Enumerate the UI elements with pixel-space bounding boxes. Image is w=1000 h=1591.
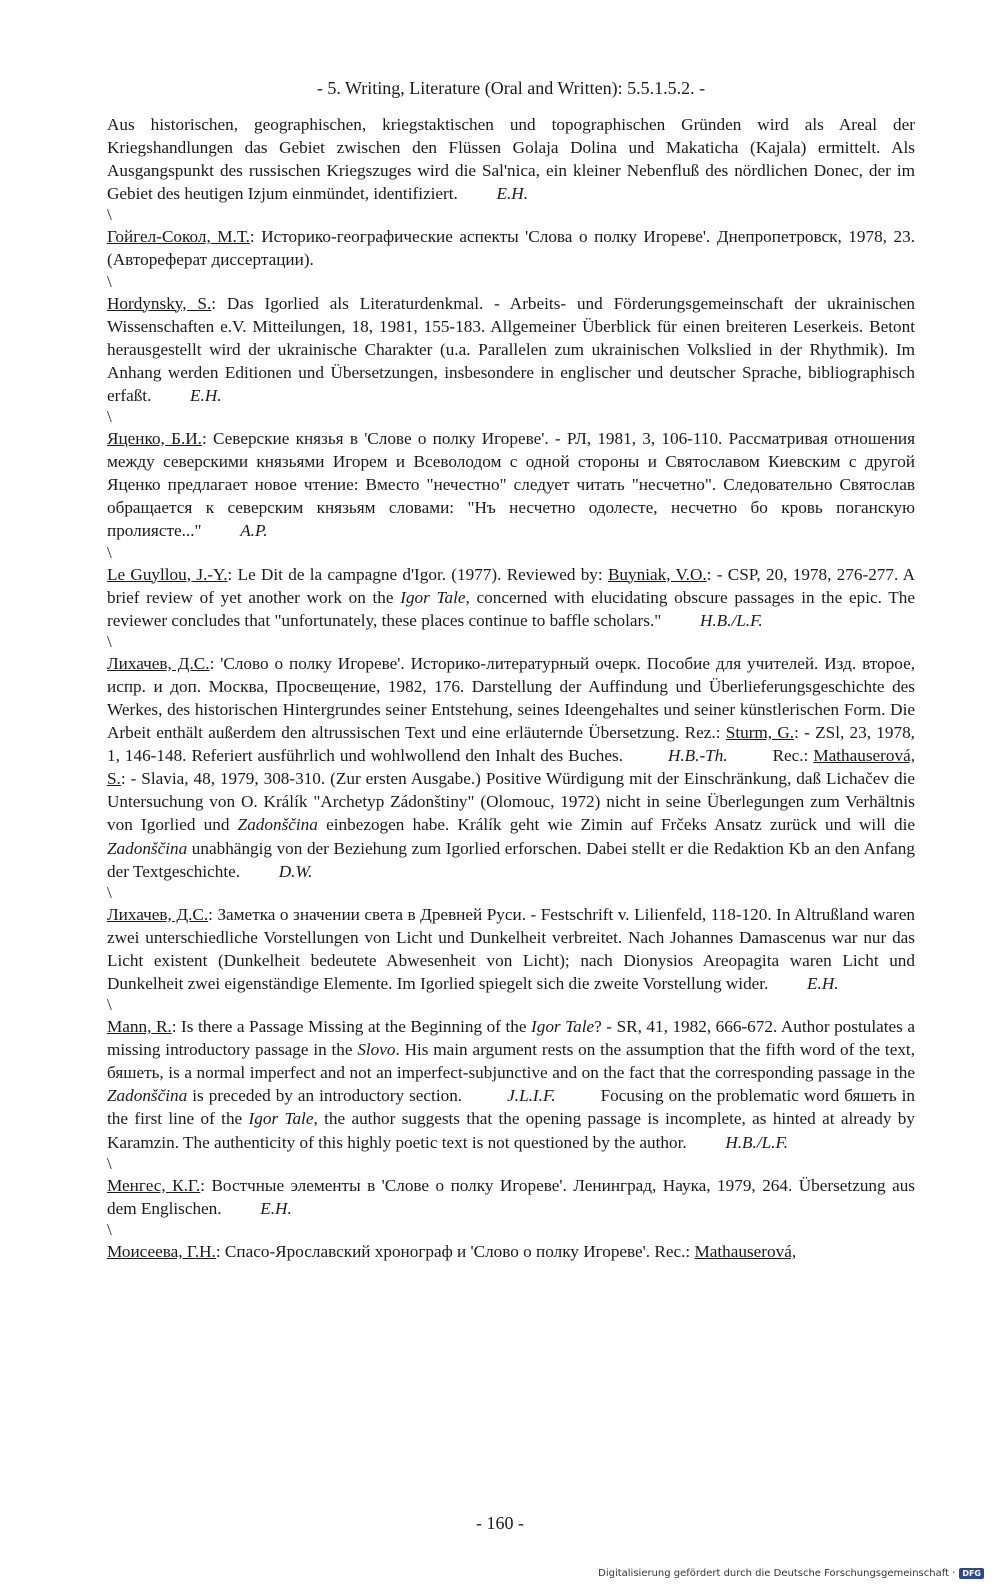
entry-author: Моисеева, Г.Н. [107,1241,216,1261]
entry-text: : Северские князья в 'Слове о полку Игореве'. - РЛ, 1981, 3, 106-110. Рассматривая отношения между северскими князьями Игорем и Всеволодом с одной стороны и Святославом Киевским с другой Яценко предлагает новое чтение: Вместо "нечестно" следует читать "несчетно". Следовательно Святослав обращается к северским князьям словами: "Нъ несчетно одолесте, несчетно бо кровь поганскую пролиясте..." [107,429,915,541]
entry-text: : Das Igorlied als Literaturdenkmal. - Arbeits- und Förderungsgemeinschaft der ukrainischen Wissenschaften e.V. Mitteilungen, 18, 1981, 155-183. Allgemeiner Überblick für einen breiteren Leserkeis. Betont herausgestellt wird der ukrainische Charakter (u.a. Parallelen zum ukrainischen Volkslied in der Rhythmik). Im Anhang werden Editionen und Übersetzungen, insbesondere in englischer und deutscher Sprache, bibliographisch erfaßt. [107,293,915,405]
reviewer-initials: E.H. [260,1198,292,1218]
entry-separator: \ [107,1219,112,1239]
entry-text: : - CSP, 20, 1978, 276-277. A brief review of yet another work on the [107,564,916,607]
entry-author: Le Guyllou, J.-Y. [107,564,228,584]
entry-separator: \ [107,1153,112,1173]
reviewer-initials: H.B.-Th. [667,746,728,766]
bib-entry-moiseeva [107,1240,915,1263]
page-number: - 160 - [476,1513,524,1533]
running-header: - 5. Writing, Literature (Oral and Written): 5.5.1.5.2. - [316,78,706,98]
reviewer-initials: E.H. [496,184,528,204]
entry-text: : - ZSl, 23, 1978, 1, 146-148. Referiert ausführlich und wohlwollend den Inhalt des Buches. [107,723,915,766]
reviewer-name: Mathauserová, S. [107,746,916,789]
bib-entry-menges [107,1174,915,1220]
entry-text: Aus historischen, geographischen, kriegstaktischen und topographischen Gründen wird als Areal der Kriegshandlungen das Gebiet zwischen den Flüssen Golaja Dolina und Makaticha (Kajala) ermittelt. Als Ausgangspunkt des russischen Kriegszuges wird die Sal'nica, ein kleiner Nebenfluß des nördlichen Donec, der im Gebiet des heutigen Izjum einmündet, identifiziert. [107,115,915,204]
entry-separator: \ [107,995,112,1015]
entry-author: Лихачев, Д.С. [107,653,210,673]
entry-text: : - Slavia, 48, 1979, 308-310. (Zur ersten Ausgabe.) Positive Würdigung mit der Einschränkung, daß Lichačev die Untersuchung von O. Králík "Archetyp Zádonštiny" (Olomouc, 1972) nicht in seine Überlegungen zum Verhältnis von Igorlied und [107,769,915,835]
reviewer-initials: D.W. [278,861,313,881]
digitization-credit [598,1568,984,1579]
entry-separator: \ [107,407,112,427]
dfg-logo: DFG [959,1568,984,1579]
bib-entry-mann [107,1015,915,1154]
entry-author: Гойгел-Сокол, М.Т. [107,227,250,247]
work-title: Zadonščina [107,1086,188,1106]
work-title: Zadonščina [107,838,188,858]
reviewer-initials: H.B./L.F. [725,1132,789,1152]
entry-text: is preceded by an introductory section. [187,1086,463,1106]
entry-text: : Востчные элементы в 'Слове о полку Игореве'. Ленинград, Наука, 1979, 264. Übersetzung aus dem Englischen. [107,1175,915,1218]
bib-entry-likhachev-2 [107,903,915,995]
reviewer-initials: E.H. [807,974,839,993]
entry-author: Менгес, К.Г. [107,1175,201,1195]
entry-text: : Is there a Passage Missing at the Beginning of the [171,1017,531,1037]
work-title: Slovo [357,1040,396,1060]
entry-separator: \ [107,542,112,562]
bib-entry-yatsenko [107,427,915,542]
page-body [107,78,915,1263]
work-title: Igor Tale [531,1017,595,1037]
bib-entry-hordynsky [107,292,915,407]
entry-separator: \ [107,631,112,651]
bib-entry-le-guyllou [107,563,915,632]
entry-separator: \ [107,882,112,902]
entry-text: : Историко-географические аспекты 'Слова о полку Игореве'. Днепропетровск, 1978, 23. (Автореферат диссертации). [107,227,915,270]
reviewer-initials: H.B./L.F. [699,610,763,630]
credit-text: Digitalisierung gefördert durch die Deutsche Forschungsgemeinschaft · [598,1568,956,1579]
entry-text: . His main argument rests on the assumption that the fifth word of the text, бяшеть, is a normal imperfect and not an imperfect-subjunctive and on the fact that the corresponding passage in the [107,1040,915,1083]
reviewer-initials: E.H. [190,385,222,405]
work-title: Zadonščina [237,815,318,835]
entry-text: : 'Слово о полку Игореве'. Историко-литературный очерк. Пособие для учителей. Изд. второе, испр. и доп. Москва, Просвещение, 1982, 176. Darstellung der Auffindung und Überlieferungsgeschichte des Werkes, des historischen Hintergrundes seiner Entstehung, seines Ideengehaltes und seiner künstlerischen Form. Die Arbeit enthält außerdem den altrussischen Text und eine erläuternde Übersetzung. Rez.: [107,653,915,743]
work-title: Igor Tale [400,587,466,607]
reviewer-initials: A.P. [240,521,268,541]
entry-continued [107,113,915,205]
entry-text: : Спасо-Ярославский хронограф и 'Слово о полку Игореве'. Rec.: [215,1241,695,1261]
entry-text: einbezogen habe. Králík geht wie Zimin auf Frčeks Ansatz zurück und will die [317,815,915,835]
reviewer-name: Mathauserová, [694,1241,797,1261]
reviewer-name: Buyniak, V.O. [607,564,707,584]
entry-text: , concerned with elucidating obscure passages in the epic. The reviewer concludes that "unfortunately, these places continue to baffle scholars." [107,587,916,630]
bib-entry-goigel-sokol [107,225,915,271]
entry-author: Лихачев, Д.С. [107,904,209,924]
entry-text: Rec.: [772,746,814,766]
entry-author: Hordynsky, S. [107,293,212,313]
work-title: Igor Tale [248,1109,314,1129]
entry-text: : Заметка о значении света в Древней Руси. - Festschrift v. Lilienfeld, 118-120. In Altrußland waren zwei unterschiedliche Vorstellungen von Licht und Dunkelheit verbreitet. Nach Johannes Damascenus war nur das Licht existent (Dunkelheit bedeutete Abwesenheit von Licht); nach Dionysios Areopagita waren Licht und Dunkelheit zwei eigenständige Elemente. Im Igorlied spiegelt sich die zweite Vorstellung wider. [107,904,915,993]
reviewer-name: Sturm, G. [725,723,795,743]
entry-text: Focusing on the problematic word бяшеть in the first line of the [107,1086,916,1129]
entry-text: , the author suggests that the opening passage is incomplete, as hinted at already by Karamzin. The authenticity of this highly poetic text is not questioned by the author. [107,1109,915,1152]
reviewer-initials: J.L.I.F. [507,1086,556,1106]
entry-text: unabhängig von der Beziehung zum Igorlied erforschen. Dabei stellt er die Redaktion Kb an den Anfang der Textgeschichte. [107,838,915,881]
entry-text: ? - SR, 41, 1982, 666-672. Author postulates a missing introductory passage in the [107,1017,916,1060]
bib-entry-likhachev-1 [107,652,915,883]
entry-text: : Le Dit de la campagne d'Igor. (1977). Reviewed by: [227,564,608,584]
entry-author: Mann, R. [107,1017,172,1037]
entry-separator: \ [107,271,112,291]
entry-author: Яценко, Б.И. [107,429,202,449]
entry-separator: \ [107,205,112,225]
